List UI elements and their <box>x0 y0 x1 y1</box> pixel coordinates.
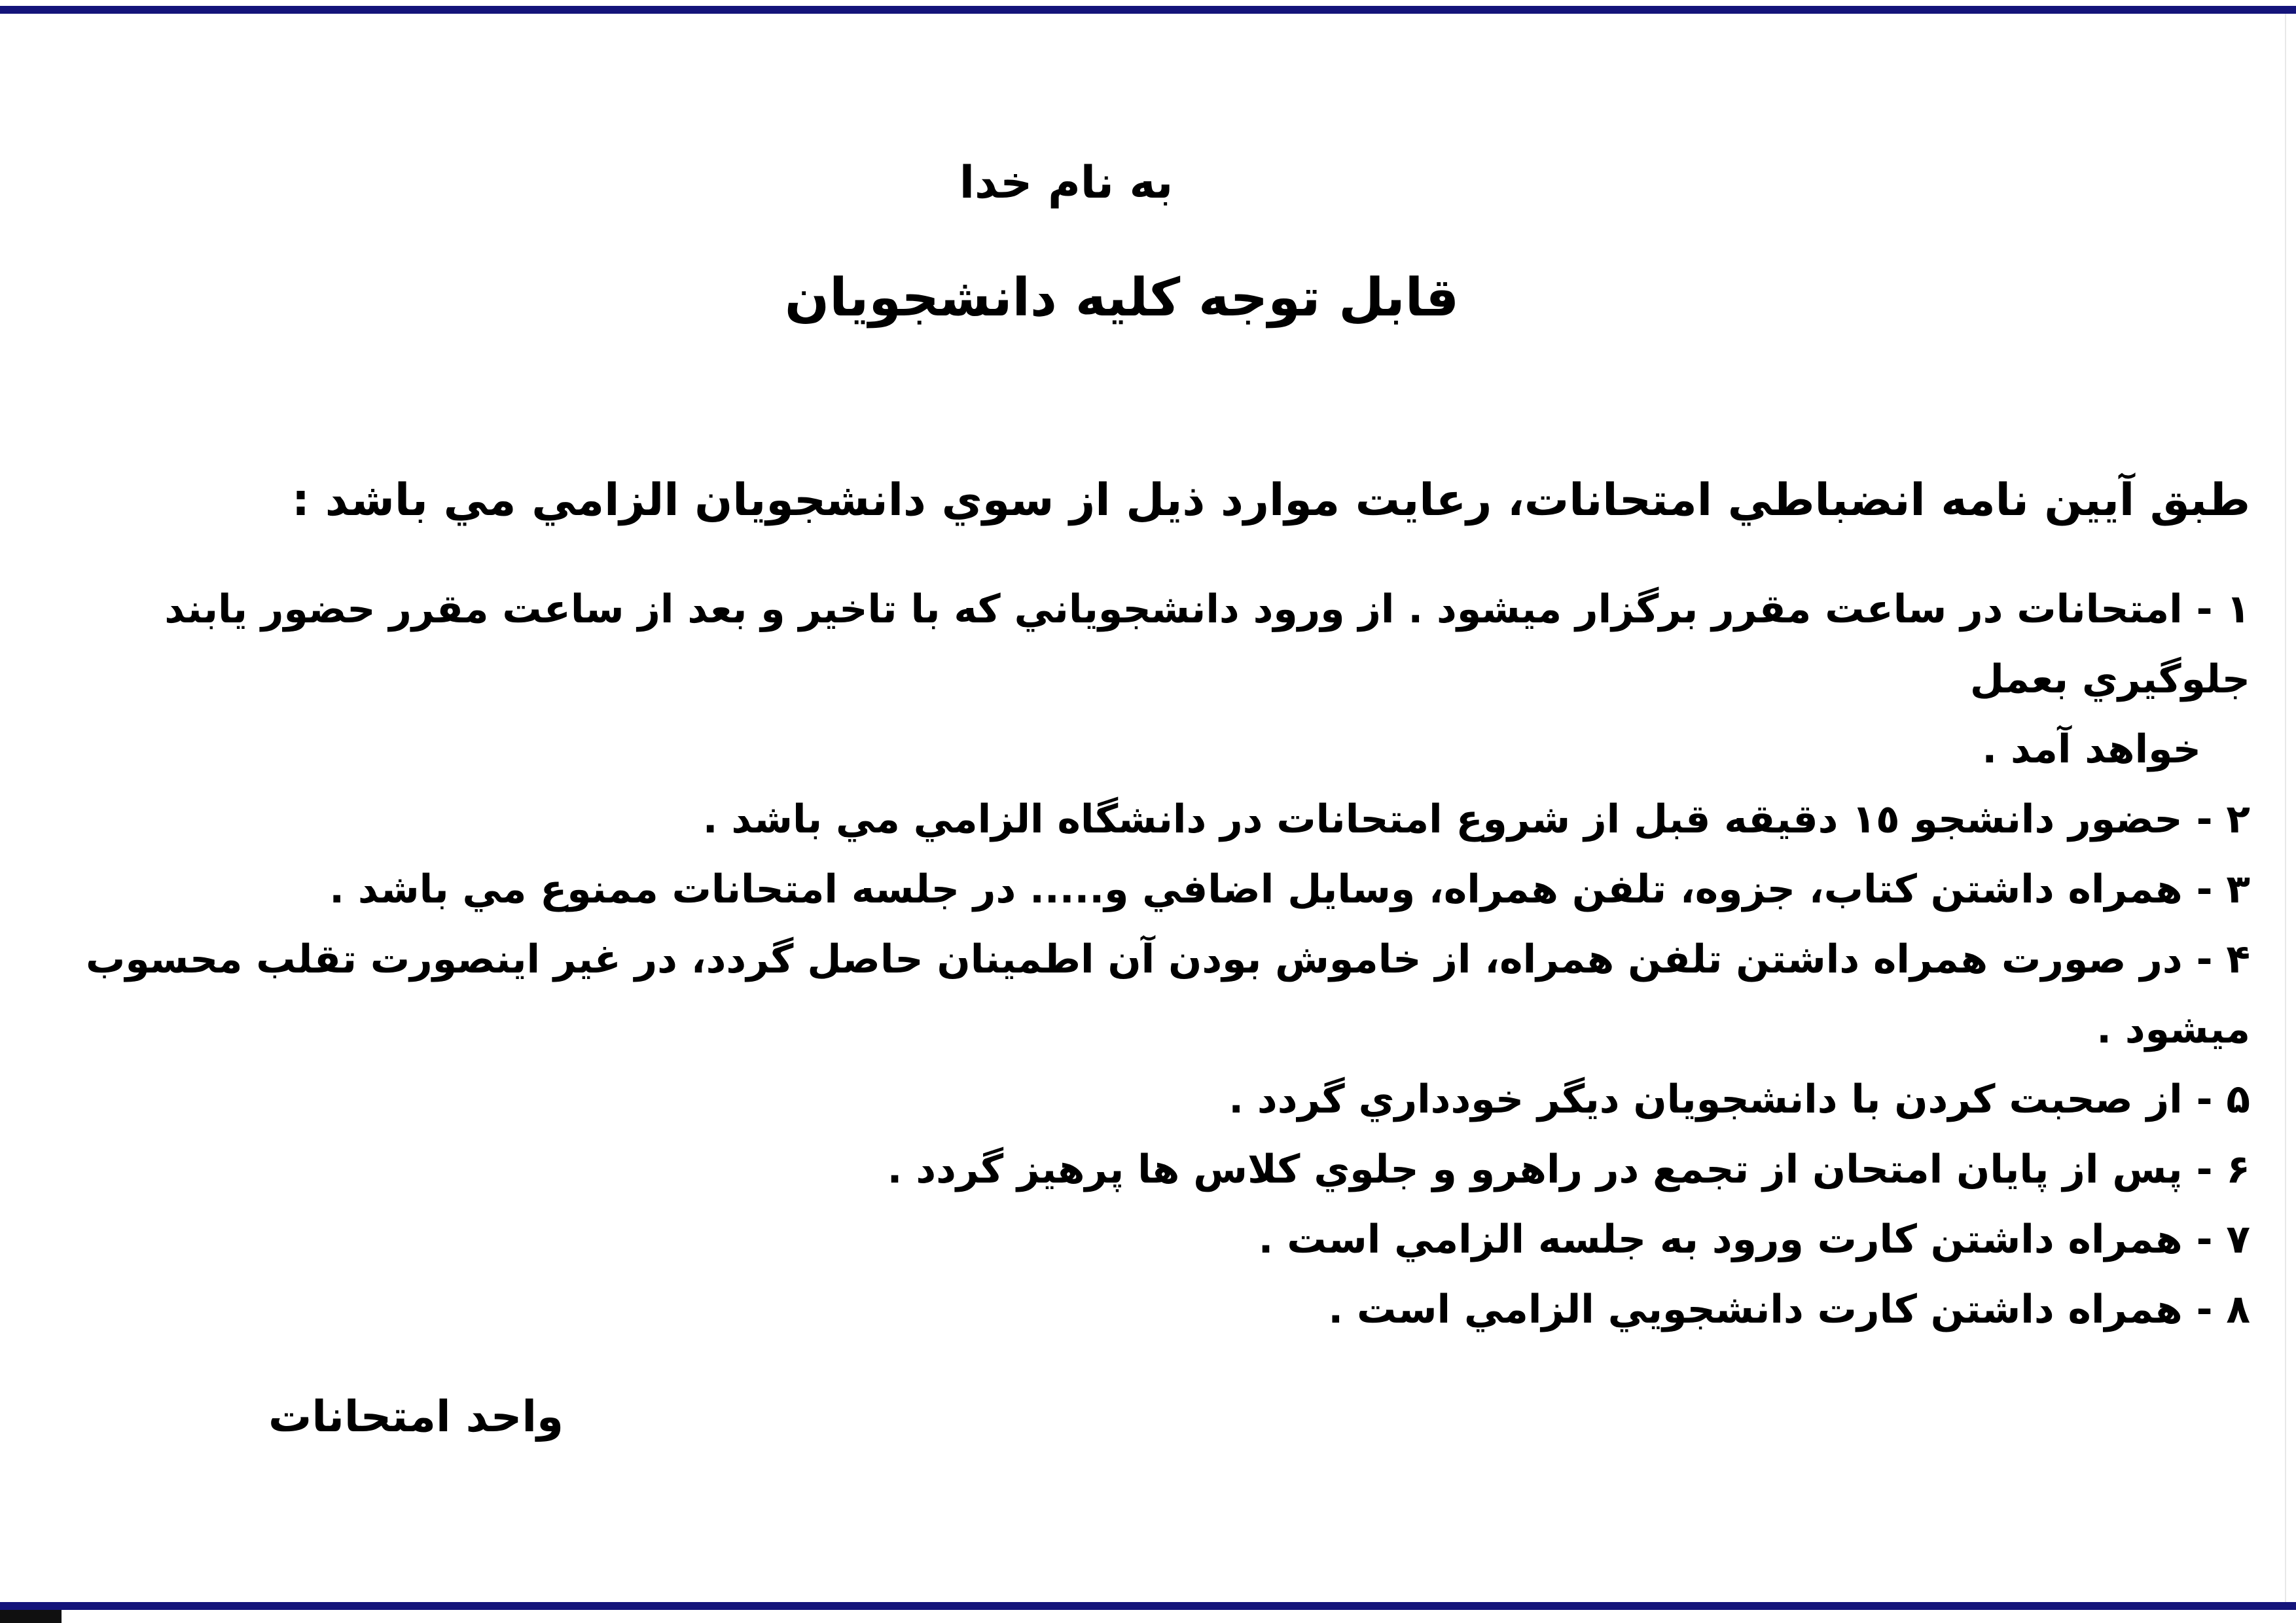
rule-text: امتحانات در ساعت مقرر برگزار ميشود . از ورود دانشجوياني كه با تاخير و بعد از ساعت مقرر حضور يابند جلوگيري بعمل <box>164 586 2250 702</box>
right-edge-line <box>2285 14 2288 1602</box>
corner-watermark-logo <box>0 1610 62 1623</box>
rule-text: همراه داشتن كارت ورود به جلسه الزامي است . <box>1258 1217 2183 1262</box>
signature-unit: واحد امتحانات <box>268 1391 564 1442</box>
bottom-border-rule <box>0 1602 2296 1610</box>
rule-item-5 <box>12 1065 2250 1135</box>
rule-text: از صحبت كردن با دانشجويان ديگر خودداري گردد . <box>1229 1077 2183 1122</box>
rule-number: ٢ - <box>2196 796 2250 842</box>
rule-item-7 <box>12 1205 2250 1275</box>
rule-text: همراه داشتن كتاب، جزوه، تلفن همراه، وسايل اضافي و..... در جلسه امتحانات ممنوع مي باشد . <box>329 866 2183 912</box>
basmala-heading: به نام خدا <box>959 157 1174 209</box>
rule-item-8 <box>12 1275 2250 1345</box>
rule-item-1 <box>12 575 2250 785</box>
rule-item-4 <box>12 925 2250 1065</box>
rule-text: پس از پايان امتحان از تجمع در راهرو و جلوي كلاس ها پرهيز گردد . <box>887 1147 2183 1192</box>
rule-item-3 <box>12 855 2250 925</box>
rule-item-2 <box>12 785 2250 855</box>
rule-number: ١ - <box>2196 586 2250 632</box>
rule-number: ٧ - <box>2196 1217 2250 1262</box>
rule-item-6 <box>12 1135 2250 1205</box>
top-border-rule <box>0 6 2296 14</box>
rule-text: همراه داشتن كارت دانشجويي الزامي است . <box>1328 1287 2183 1332</box>
rule-number: ٨ - <box>2196 1287 2250 1332</box>
rule-number: ۵ - <box>2196 1077 2250 1122</box>
intro-paragraph: طبق آيين نامه انضباطي امتحانات، رعايت موارد ذيل از سوي دانشجويان الزامي مي باشد : <box>291 474 2250 526</box>
rule-number: ٣ - <box>2196 866 2250 912</box>
rule-number: ۶ - <box>2196 1147 2250 1192</box>
rule-text: حضور دانشجو ١٥ دقيقه قبل از شروع امتحانات در دانشگاه الزامي مي باشد . <box>702 796 2183 842</box>
rule-text: در صورت همراه داشتن تلفن همراه، از خاموش بودن آن اطمينان حاصل گردد، در غير اينصورت تقلب محسوب ميشود . <box>86 936 2250 1052</box>
rules-list <box>12 575 2250 1345</box>
rule-text-continuation: خواهد آمد . <box>1982 726 2201 772</box>
notice-title: قابل توجه كليه دانشجويان <box>784 267 1460 328</box>
rule-number: ۴ - <box>2196 936 2250 982</box>
